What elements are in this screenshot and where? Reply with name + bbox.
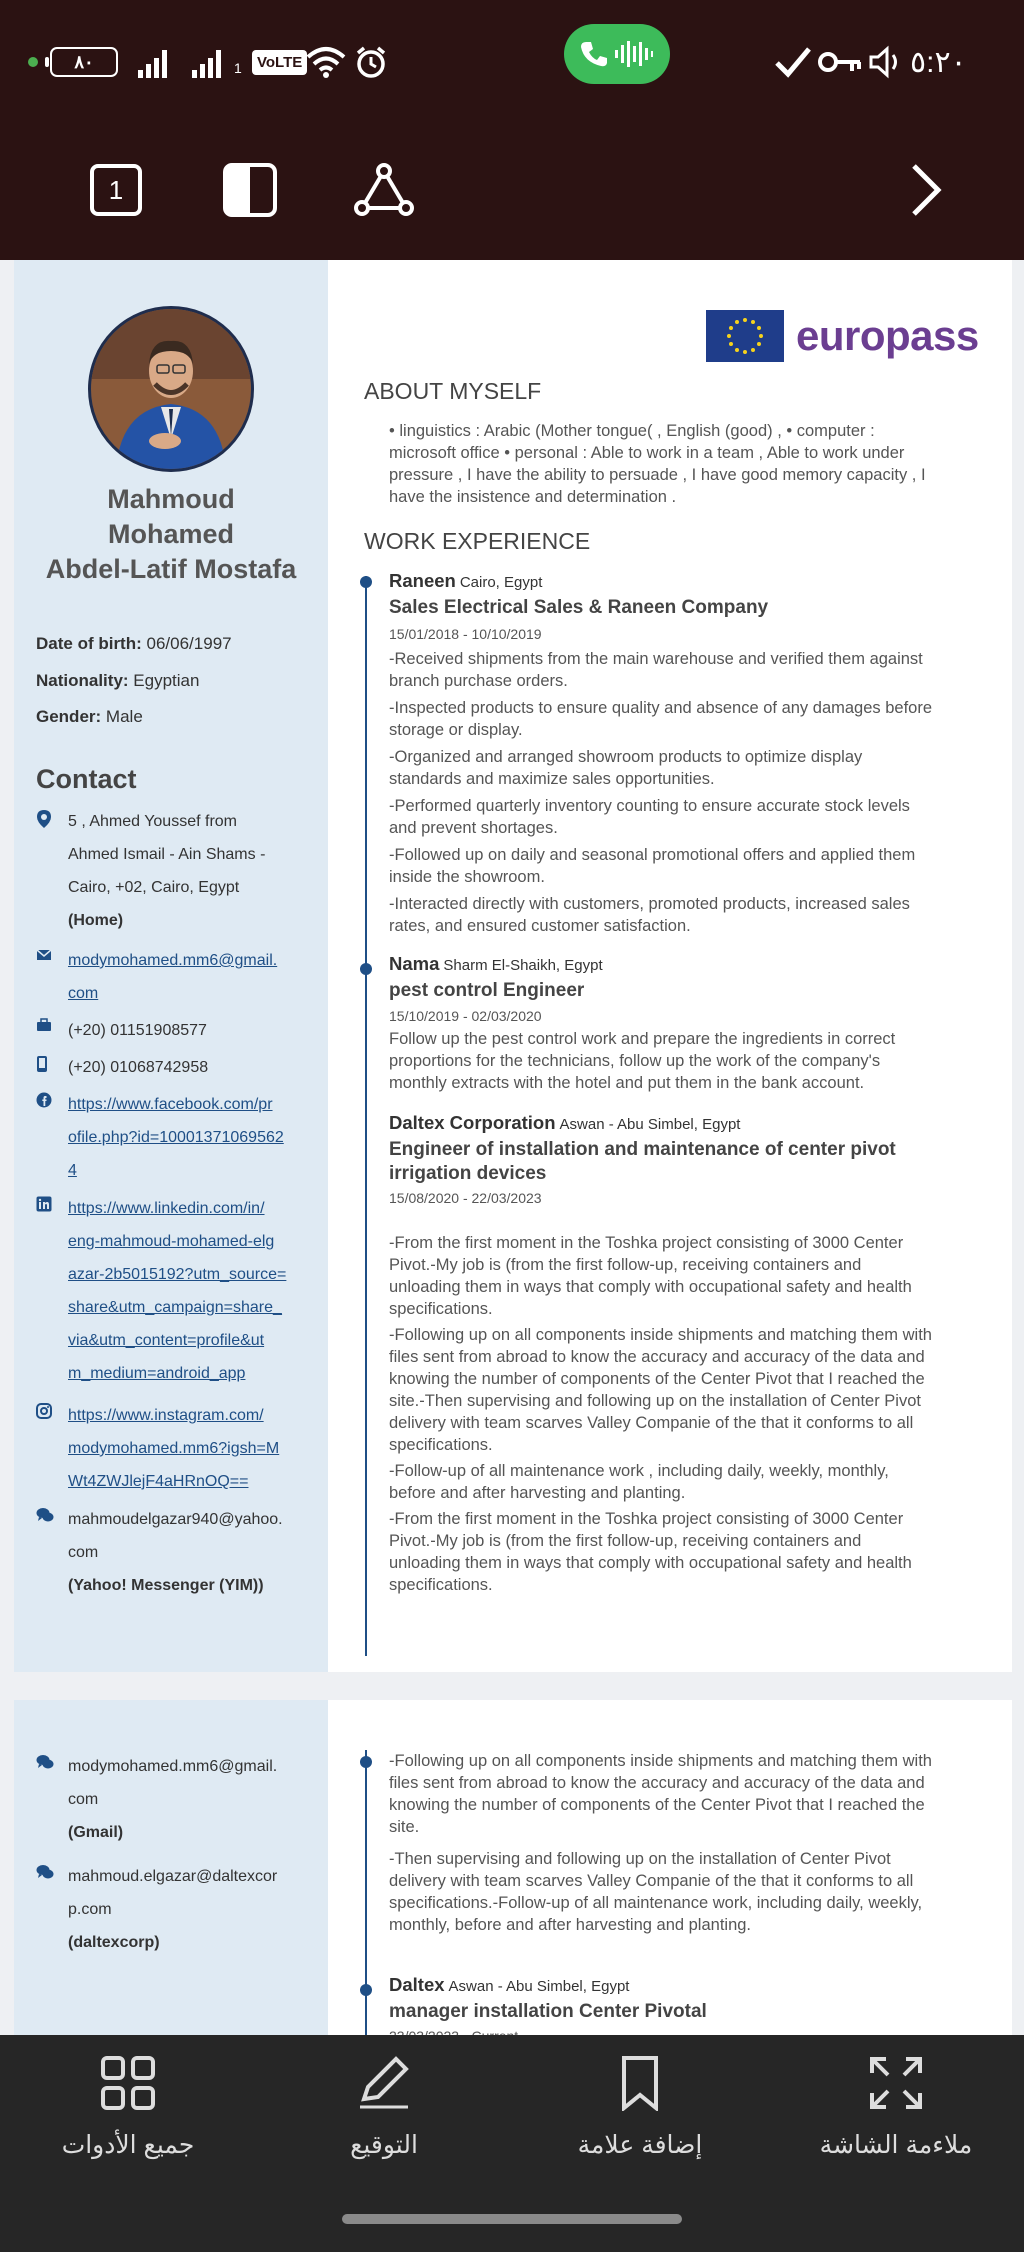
- battery-level: ٨٠: [74, 51, 94, 72]
- bookmark-button[interactable]: [512, 2055, 768, 2160]
- job1-org: Raneen Cairo, Egypt: [389, 570, 543, 591]
- job3-dates: 15/08/2020 - 22/03/2023: [389, 1190, 542, 1206]
- gmail-row: modymohamed.mm6@gmail. com (Gmail): [36, 1750, 312, 1849]
- fit-screen-button[interactable]: [768, 2055, 1024, 2160]
- notification-dot: [28, 40, 38, 84]
- resume-page-1: [14, 260, 1012, 1672]
- chevron-right-icon: [908, 162, 944, 218]
- volte-badge: VoLTE: [252, 40, 307, 84]
- email-row[interactable]: [36, 944, 312, 1010]
- timeline-dot: [360, 576, 372, 588]
- grid-icon: [100, 2055, 156, 2111]
- all-tools-label: جميع الأدوات: [61, 2131, 195, 2159]
- phone1-row: (+20) 01151908577: [36, 1014, 312, 1047]
- bookmark-label: إضافة علامة: [577, 2131, 703, 2159]
- check-icon: [774, 40, 812, 84]
- full-name: [14, 482, 328, 587]
- europass-wordmark: europass: [796, 312, 979, 359]
- status-bar: [0, 0, 1024, 124]
- instagram-icon: [36, 1399, 68, 1498]
- name-line-1: Mahmoud: [107, 484, 235, 514]
- alarm-icon: [354, 40, 388, 84]
- page-number-button[interactable]: [80, 154, 152, 226]
- split-view-icon: [222, 162, 278, 218]
- wifi-icon: [306, 40, 346, 84]
- timeline-line: [365, 576, 367, 1656]
- facebook-link[interactable]: https://www.facebook.com/pr ofile.php?id=10001371069562 4: [68, 1096, 284, 1179]
- job4-org: Daltex Aswan - Abu Simbel, Egypt: [389, 1974, 630, 1995]
- yahoo-row: mahmoudelgazar940@yahoo. com (Yahoo! Messenger (YIM)): [36, 1503, 312, 1602]
- linkedin-link[interactable]: https://www.linkedin.com/in/ eng-mahmoud-mohamed-elg azar-2b5015192?utm_source= share&utm_campaign=share_ via&utm_content=profile&ut m_medium=android_app: [68, 1200, 287, 1382]
- job3-role: Engineer of installation and maintenance of center pivot irrigation devices: [389, 1139, 896, 1184]
- job3-description: -From the first moment in the Toshka project consisting of 3000 Center Pivot.-My job is (from the first follow-up, receiving containers and unloading them in ways that comply with occupational safety and health specifications. -Following up on all components inside shipments and matching them with files sent from abroad to know the accuracy and accuracy of the data and knowing the number of components of the Center Pivot that I reached the site.-Then supervising and following up on the installation of Center Pivot delivery with team scarves Valley Companie of the that it conforms to all specifications. -Follow-up of all maintenance work , including daily, weekly, monthly, before and after harvesting and planting. -From the first moment in the Toshka project consisting of 3000 Center Pivot.-My job is (from the first follow-up, receiving containers and unloading them in ways that comply with occupational safety and health specifications.: [389, 1234, 932, 1594]
- envelope-icon: [36, 944, 68, 1010]
- clock: ٥:٢٠: [910, 45, 967, 79]
- corp-email-row: mahmoud.elgazar@daltexcor p.com (daltexcorp): [36, 1860, 312, 1959]
- home-indicator[interactable]: [342, 2214, 682, 2224]
- email-link[interactable]: modymohamed.mm6@gmail. com: [68, 952, 278, 1002]
- messenger-icon: [36, 1860, 68, 1959]
- gender-row: Gender: Male: [36, 707, 143, 726]
- linkedin-row[interactable]: [36, 1192, 312, 1390]
- timeline-dot: [360, 1984, 372, 1996]
- about-title: ABOUT MYSELF: [364, 378, 542, 404]
- messenger-icon: [36, 1750, 68, 1849]
- europass-logo: [706, 310, 979, 362]
- document-view[interactable]: [0, 260, 1024, 2035]
- job1-dates: 15/01/2018 - 10/10/2019: [389, 626, 542, 642]
- expand-icon: [868, 2055, 924, 2111]
- name-line-2: Mohamed: [107, 519, 234, 549]
- profile-photo: [88, 306, 254, 472]
- timeline-dot: [360, 963, 372, 975]
- messenger-icon: [36, 1503, 68, 1602]
- phone2-row: (+20) 01068742958: [36, 1051, 312, 1084]
- instagram-link[interactable]: https://www.instagram.com/ modymohamed.mm6?igsh=M Wt4ZWJlejF4aHRnOQ==: [68, 1407, 280, 1490]
- audio-wave-icon: [614, 40, 654, 68]
- mobile-icon: [36, 1051, 68, 1084]
- phone-icon: [580, 40, 608, 68]
- share-button[interactable]: [348, 154, 420, 226]
- bookmark-icon: [612, 2055, 668, 2111]
- next-button[interactable]: [890, 154, 962, 226]
- fit-screen-label: ملاءمة الشاشة: [819, 2131, 973, 2159]
- view-mode-button[interactable]: [214, 154, 286, 226]
- facebook-icon: [36, 1088, 68, 1187]
- facebook-row[interactable]: [36, 1088, 312, 1187]
- sign-button[interactable]: [256, 2055, 512, 2160]
- location-pin-icon: [36, 805, 68, 937]
- signal-icon: [136, 40, 248, 84]
- job4-role: manager installation Center Pivotal: [389, 2001, 707, 2022]
- resume-sidebar: [14, 260, 328, 1672]
- instagram-row[interactable]: [36, 1399, 312, 1498]
- contact-title: Contact: [36, 764, 137, 794]
- vpn-key-icon: [818, 40, 862, 84]
- battery-icon: [50, 40, 118, 84]
- briefcase-icon: [36, 1014, 68, 1047]
- job1-description: -Received shipments from the main warehouse and verified them against branch purchase orders. -Inspected products to ensure quality and absence of any damages before storage or display. -Organized and arranged showroom products to optimize display standards and maximize sales opportunities. -Performed quarterly inventory counting to ensure accurate stock levels and prevent shortages. -Followed up on daily and seasonal promotional offers and applied them inside the showroom. -Interacted directly with customers, promoted products, increased sales rates, and ensured customer satisfaction.: [389, 650, 933, 935]
- work-title: WORK EXPERIENCE: [364, 528, 591, 554]
- nationality-row: Nationality: Egyptian: [36, 671, 200, 690]
- volume-icon: [868, 40, 904, 84]
- job2-dates: 15/10/2019 - 02/03/2020: [389, 1008, 542, 1024]
- eu-flag-icon: [706, 310, 784, 362]
- address-row: 5 , Ahmed Youssef from Ahmed Ismail - Ain Shams - Cairo, +02, Cairo, Egypt (Home): [36, 805, 312, 937]
- name-line-3: Abdel-Latif Mostafa: [45, 554, 297, 584]
- timeline-dot: [360, 1756, 372, 1768]
- share-icon: [354, 162, 414, 218]
- job3-org: Daltex Corporation Aswan - Abu Simbel, Egypt: [389, 1112, 741, 1133]
- all-tools-button[interactable]: [0, 2055, 256, 2160]
- active-call-pill[interactable]: [564, 32, 670, 76]
- job3-description-continued: -Following up on all components inside shipments and matching them with files sent from abroad to know the accuracy and accuracy of the data and knowing the number of components of the Center Pivot that I reached the site. -Then supervising and following up on the installation of Center Pivot delivery with team scarves Valley Companie of the that it conforms to all specifications.-Follow-up of all maintenance work, including daily, weekly, monthly, before and after harvesting and planting.: [389, 1752, 932, 1934]
- page-number: 1: [90, 164, 142, 216]
- linkedin-icon: [36, 1192, 68, 1390]
- job2-description: Follow up the pest control work and prepare the ingredients in correct proportions for the technicians, follow up the work of the company's monthly extracts with the hotel and put them in the bank account.: [389, 1030, 896, 1092]
- job2-role: pest control Engineer: [389, 980, 585, 1001]
- about-text: • linguistics : Arabic (Mother tongue( , English (good) , • computer : microsoft office • personal : Able to work in a team , Able to work under pressure , I have the ability to persuade , I have good memory capacity , I have the insistence and determination .: [389, 422, 926, 506]
- signal-sim-number: 1: [234, 60, 242, 76]
- pen-icon: [356, 2055, 412, 2111]
- sign-label: التوقيع: [350, 2131, 418, 2159]
- job1-role: Sales Electrical Sales & Raneen Company: [389, 597, 769, 618]
- job2-org: Nama Sharm El-Shaikh, Egypt: [389, 953, 603, 974]
- pdf-toolbar: [0, 124, 1024, 260]
- dob-row: Date of birth: 06/06/1997: [36, 634, 232, 653]
